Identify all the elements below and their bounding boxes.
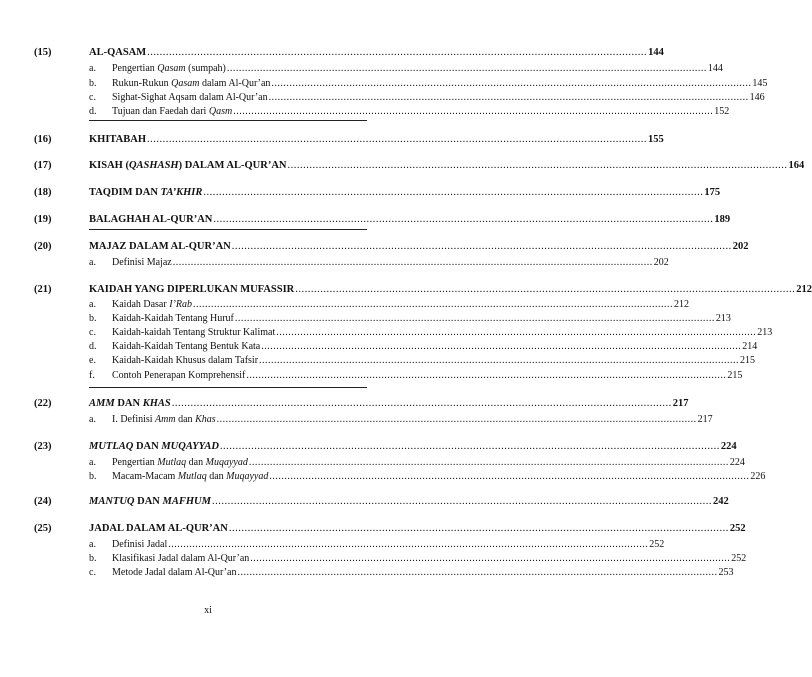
- subsection-row[interactable]: [0, 567, 734, 579]
- subsection-letter: d.: [89, 341, 97, 352]
- chapter-title-line: [89, 284, 812, 296]
- subsection-line: [112, 457, 745, 469]
- chapter-title: JADAL DALAM AL-QUR’AN: [89, 523, 228, 534]
- chapter-page-number: 252: [729, 523, 746, 534]
- chapter-row[interactable]: [0, 284, 812, 296]
- subsection-page-number: 215: [727, 370, 743, 381]
- subsection-letter: e.: [89, 355, 96, 366]
- chapter-page-number: 217: [672, 398, 689, 409]
- chapter-title: TAQDIM DAN TA’KHIR: [89, 187, 203, 198]
- subsection-row[interactable]: [0, 414, 713, 426]
- subsection-letter: b.: [89, 313, 97, 324]
- subsection-title: Pengertian Mutlaq dan Muqayyad: [112, 457, 248, 468]
- subsection-title: I. Definisi Amm dan Khas: [112, 414, 216, 425]
- subsection-title: Sighat-Sighat Aqsam dalam Al-Qur’an: [112, 92, 268, 103]
- subsection-row[interactable]: [0, 341, 758, 353]
- subsection-letter: a.: [89, 414, 96, 425]
- chapter-number: (19): [34, 214, 52, 225]
- chapter-number: (15): [34, 47, 52, 58]
- chapter-title-line: [89, 160, 805, 172]
- italic-term: AMM: [89, 398, 115, 409]
- subsection-row[interactable]: [0, 63, 723, 75]
- chapter-row[interactable]: [0, 398, 689, 410]
- chapter-title: KHITABAH: [89, 134, 146, 145]
- dot-leader: ................................................................................................................................................................: [234, 313, 715, 324]
- italic-term: Qasam: [157, 63, 186, 74]
- subsection-page-number: 214: [742, 341, 758, 352]
- chapter-title-line: [89, 214, 731, 226]
- subsection-title: Definisi Majaz: [112, 257, 172, 268]
- italic-term: Amm: [155, 414, 176, 425]
- chapter-title-line: [89, 134, 664, 146]
- chapter-page-number: 144: [648, 47, 664, 58]
- subsection-page-number: 213: [715, 313, 731, 324]
- subsection-letter: a.: [89, 63, 96, 74]
- dot-leader: ................................................................................................................................................................: [211, 496, 712, 507]
- chapter-page-number: 224: [720, 441, 737, 452]
- dot-leader: ................................................................................................................................................................: [226, 63, 707, 74]
- subsection-title: Tujuan dan Faedah dari Qasm: [112, 106, 233, 117]
- chapter-title: MUTLAQ DAN MUQAYYAD: [89, 441, 219, 452]
- chapter-row[interactable]: [0, 214, 731, 226]
- subsection-row[interactable]: [0, 106, 730, 118]
- dot-leader: ................................................................................................................................................................: [203, 187, 704, 198]
- subsection-title: Definisi Jadal: [112, 539, 168, 550]
- chapter-page-number: 189: [714, 214, 731, 225]
- subsection-line: [112, 92, 765, 104]
- dot-leader: ................................................................................................................................................................: [268, 92, 749, 103]
- subsection-row[interactable]: [0, 313, 731, 325]
- subsection-letter: b.: [89, 553, 97, 564]
- subsection-letter: a.: [89, 457, 96, 468]
- chapter-number: (17): [34, 160, 52, 171]
- chapter-number: (18): [34, 187, 52, 198]
- subsection-row[interactable]: [0, 92, 765, 104]
- subsection-page-number: 215: [740, 355, 756, 366]
- dot-leader: ................................................................................................................................................................: [248, 457, 729, 468]
- italic-term: TA’KHIR: [160, 187, 203, 198]
- dot-leader: ................................................................................................................................................................: [287, 160, 788, 171]
- subsection-page-number: 212: [673, 299, 689, 310]
- subsection-line: [112, 106, 730, 118]
- section-divider: [89, 120, 367, 121]
- subsection-page-number: 226: [750, 471, 766, 482]
- subsection-line: [112, 414, 713, 426]
- italic-term: Muqayyad: [226, 471, 269, 482]
- subsection-letter: b.: [89, 78, 97, 89]
- subsection-page-number: 152: [714, 106, 730, 117]
- chapter-page-number: 155: [647, 134, 664, 145]
- subsection-page-number: 217: [697, 414, 713, 425]
- subsection-line: [112, 341, 758, 353]
- chapter-number: (25): [34, 523, 52, 534]
- subsection-page-number: 252: [649, 539, 665, 550]
- subsection-page-number: 224: [729, 457, 745, 468]
- subsection-title: Kaidah-Kaidah Tentang Huruf: [112, 313, 234, 324]
- dot-leader: ................................................................................................................................................................: [146, 134, 647, 145]
- dot-leader: ................................................................................................................................................................: [172, 257, 653, 268]
- page-number: xi: [204, 605, 212, 616]
- subsection-row[interactable]: [0, 257, 669, 269]
- subsection-page-number: 252: [731, 553, 747, 564]
- subsection-title: Kaidah-kaidah Tentang Struktur Kalimat: [112, 327, 276, 338]
- subsection-line: [112, 299, 689, 311]
- section-divider: [89, 229, 367, 230]
- subsection-title: Metode Jadal dalam Al-Qur’an: [112, 567, 237, 578]
- subsection-letter: a.: [89, 299, 96, 310]
- chapter-number: (24): [34, 496, 52, 507]
- subsection-row[interactable]: [0, 299, 689, 311]
- subsection-letter: c.: [89, 327, 96, 338]
- italic-term: Mutlaq: [177, 471, 207, 482]
- chapter-title: AL-QASAM: [89, 47, 147, 58]
- subsection-line: [112, 355, 756, 367]
- subsection-line: [112, 539, 665, 551]
- subsection-letter: a.: [89, 539, 96, 550]
- chapter-title-line: [89, 441, 737, 453]
- subsection-page-number: 144: [707, 63, 723, 74]
- subsection-letter: d.: [89, 106, 97, 117]
- subsection-line: [112, 553, 747, 565]
- subsection-page-number: 146: [749, 92, 765, 103]
- dot-leader: ................................................................................................................................................................: [295, 284, 796, 295]
- chapter-title: KAIDAH YANG DIPERLUKAN MUFASSIR: [89, 284, 295, 295]
- dot-leader: ................................................................................................................................................................: [250, 553, 731, 564]
- chapter-page-number: 175: [704, 187, 721, 198]
- subsection-page-number: 213: [757, 327, 773, 338]
- subsection-row[interactable]: [0, 327, 773, 339]
- subsection-letter: a.: [89, 257, 96, 268]
- subsection-title: Contoh Penerapan Komprehensif: [112, 370, 246, 381]
- chapter-title-line: [89, 398, 689, 410]
- italic-term: Khas: [195, 414, 216, 425]
- subsection-line: [112, 567, 734, 579]
- subsection-letter: c.: [89, 92, 96, 103]
- italic-term: MUQAYYAD: [161, 441, 219, 452]
- subsection-page-number: 202: [653, 257, 669, 268]
- dot-leader: ................................................................................................................................................................: [228, 523, 729, 534]
- subsection-row[interactable]: [0, 355, 756, 367]
- chapter-title-line: [89, 496, 729, 508]
- chapter-number: (20): [34, 241, 52, 252]
- dot-leader: ................................................................................................................................................................: [213, 214, 714, 225]
- chapter-title: MAJAZ DALAM AL-QUR’AN: [89, 241, 231, 252]
- dot-leader: ................................................................................................................................................................: [271, 78, 752, 89]
- subsection-line: [112, 63, 723, 75]
- subsection-title: Macam-Macam Mutlaq dan Muqayyad: [112, 471, 269, 482]
- dot-leader: ................................................................................................................................................................: [237, 567, 718, 578]
- subsection-letter: c.: [89, 567, 96, 578]
- subsection-page-number: 253: [718, 567, 734, 578]
- subsection-line: [112, 370, 743, 382]
- chapter-row[interactable]: [0, 441, 737, 453]
- chapter-number: (22): [34, 398, 52, 409]
- chapter-title: KISAH (QASHASH) DALAM AL-QUR’AN: [89, 160, 287, 171]
- subsection-row[interactable]: [0, 370, 743, 382]
- chapter-row[interactable]: [0, 523, 746, 535]
- subsection-line: [112, 313, 731, 325]
- dot-leader: ................................................................................................................................................................: [246, 370, 727, 381]
- italic-term: Mutlaq: [157, 457, 187, 468]
- subsection-title: Kaidah Dasar I’Rab: [112, 299, 192, 310]
- dot-leader: ................................................................................................................................................................: [259, 355, 740, 366]
- chapter-page-number: 212: [796, 284, 812, 295]
- dot-leader: ................................................................................................................................................................: [231, 241, 732, 252]
- italic-term: MANTUQ: [89, 496, 135, 507]
- subsection-row[interactable]: [0, 553, 747, 565]
- chapter-page-number: 164: [788, 160, 805, 171]
- subsection-row[interactable]: [0, 457, 745, 469]
- subsection-letter: b.: [89, 471, 97, 482]
- chapter-row[interactable]: [0, 496, 729, 508]
- subsection-line: [112, 327, 773, 339]
- dot-leader: ................................................................................................................................................................: [216, 414, 697, 425]
- dot-leader: ................................................................................................................................................................: [233, 106, 714, 117]
- chapter-number: (23): [34, 441, 52, 452]
- chapter-title: MANTUQ DAN MAFHUM: [89, 496, 211, 507]
- subsection-line: [112, 78, 768, 90]
- chapter-page-number: 202: [732, 241, 749, 252]
- chapter-title: AMM DAN KHAS: [89, 398, 171, 409]
- chapter-row[interactable]: [0, 187, 721, 199]
- subsection-title: Pengertian Qasam (sumpah): [112, 63, 226, 74]
- section-divider: [89, 387, 367, 388]
- chapter-number: (16): [34, 134, 52, 145]
- chapter-row[interactable]: [0, 47, 664, 59]
- dot-leader: ................................................................................................................................................................: [168, 539, 649, 550]
- italic-term: MUTLAQ: [89, 441, 134, 452]
- subsection-letter: f.: [89, 370, 95, 381]
- subsection-page-number: 145: [752, 78, 768, 89]
- subsection-title: Klasifikasi Jadal dalam Al-Qur’an: [112, 553, 250, 564]
- chapter-row[interactable]: [0, 134, 664, 146]
- dot-leader: ................................................................................................................................................................: [219, 441, 720, 452]
- chapter-row[interactable]: [0, 160, 805, 172]
- subsection-row[interactable]: [0, 471, 766, 483]
- chapter-title-line: [89, 523, 746, 535]
- subsection-title: Kaidah-Kaidah Khusus dalam Tafsir: [112, 355, 259, 366]
- subsection-row[interactable]: [0, 78, 768, 90]
- italic-term: KHAS: [142, 398, 171, 409]
- chapter-title-line: [89, 241, 749, 253]
- dot-leader: ................................................................................................................................................................: [261, 341, 742, 352]
- subsection-title: Kaidah-Kaidah Tentang Bentuk Kata: [112, 341, 261, 352]
- subsection-line: [112, 471, 766, 483]
- chapter-row[interactable]: [0, 241, 749, 253]
- chapter-title-line: [89, 187, 721, 199]
- subsection-title: Rukun-Rukun Qasam dalam Al-Qur’an: [112, 78, 271, 89]
- dot-leader: ................................................................................................................................................................: [276, 327, 757, 338]
- chapter-title-line: [89, 47, 664, 59]
- italic-term: Qasm: [208, 106, 233, 117]
- italic-term: MAFHUM: [162, 496, 211, 507]
- dot-leader: ................................................................................................................................................................: [269, 471, 750, 482]
- chapter-title: BALAGHAH AL-QUR’AN: [89, 214, 213, 225]
- italic-term: Muqayyad: [205, 457, 248, 468]
- dot-leader: ................................................................................................................................................................: [192, 299, 673, 310]
- italic-term: Qasam: [171, 78, 200, 89]
- italic-term: QASHASH: [128, 160, 179, 171]
- chapter-number: (21): [34, 284, 52, 295]
- dot-leader: ................................................................................................................................................................: [171, 398, 672, 409]
- chapter-page-number: 242: [712, 496, 729, 507]
- subsection-line: [112, 257, 669, 269]
- italic-term: I’Rab: [169, 299, 192, 310]
- subsection-row[interactable]: [0, 539, 665, 551]
- dot-leader: ................................................................................................................................................................: [147, 47, 648, 58]
